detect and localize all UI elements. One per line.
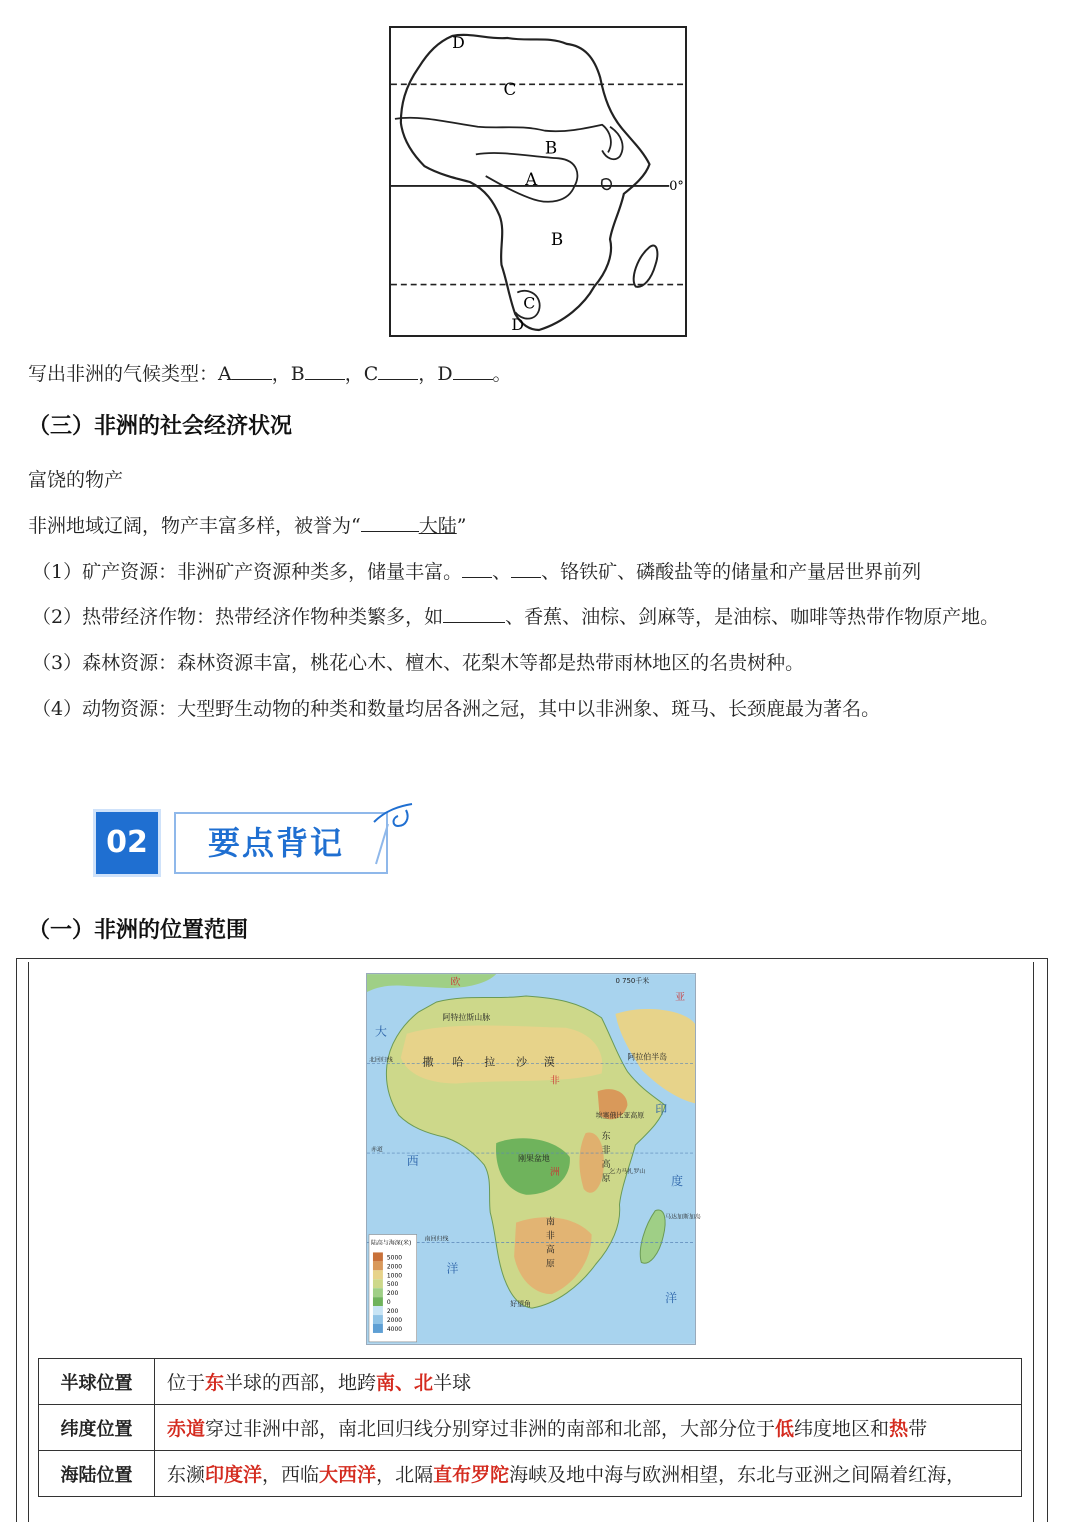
option-a: A (218, 363, 232, 385)
label-south-plateau-2: 非 (545, 1231, 555, 1242)
highlighted-term: 南、北 (376, 1372, 434, 1394)
item-title: 森林资源： (82, 652, 178, 674)
fact-key: 海陆位置 (39, 1451, 155, 1497)
section-1-heading: （一）非洲的位置范围 (28, 918, 249, 943)
label-kilimanjaro: 乞力马扎罗山 (609, 1167, 646, 1175)
legend-value: 0 (386, 1299, 391, 1307)
separator: ， (344, 363, 364, 385)
highlighted-term: 热 (889, 1418, 909, 1440)
label-sahara-5: 漠 (543, 1055, 555, 1069)
legend-title: 陆高与海深(米) (370, 1239, 412, 1247)
label-south-plateau-3: 高 (545, 1245, 555, 1256)
lake-victoria (602, 179, 612, 190)
highlighted-term: 赤道 (167, 1418, 206, 1440)
label-europe: 欧 (450, 977, 461, 989)
section-3-intro (28, 514, 466, 538)
resource-item-crops (32, 605, 999, 629)
label-east-plateau-3: 高 (601, 1159, 611, 1170)
fact-text: 半球 (433, 1372, 472, 1394)
fact-value (155, 1405, 1022, 1451)
resource-item-animals (32, 697, 880, 721)
question-end: 。 (492, 363, 512, 385)
label-arabia: 阿拉伯半岛 (627, 1052, 668, 1062)
fact-text: 穿过非洲中部，南北回归线分别穿过非洲的南部和北部，大部分位于 (205, 1418, 776, 1440)
label-congo: 刚果盆地 (518, 1153, 550, 1163)
intro-text: 非洲地域辽阔，物产丰富多样，被誉为“ (28, 515, 361, 537)
label-ethiopia: 埃塞俄比亚高原 (595, 1111, 645, 1120)
section-3-subtitle: 富饶的物产 (28, 469, 124, 491)
label-asia: 亚 (675, 991, 686, 1003)
africa-climate-map (389, 26, 687, 337)
physical-map-svg (367, 974, 701, 1344)
blank-mineral-2[interactable] (511, 560, 541, 578)
fact-value (155, 1451, 1022, 1497)
resource-item-forest (32, 651, 804, 675)
separator: ， (418, 363, 438, 385)
item-title: 动物资源： (82, 698, 178, 720)
blank-b[interactable] (305, 362, 345, 380)
blank-continent[interactable] (361, 514, 419, 532)
highlighted-term: 直布罗陀 (433, 1464, 510, 1486)
item-text: 、 (492, 561, 512, 583)
fact-text: ，西临 (262, 1464, 320, 1486)
zone-label-c-north: C (503, 79, 517, 100)
label-ocean-w-1: 大 (374, 1024, 387, 1039)
africa-physical-map (366, 973, 701, 1345)
legend-value: 1000 (386, 1272, 403, 1280)
item-number: （2） (32, 606, 83, 628)
section-3-heading: （三）非洲的社会经济状况 (28, 414, 293, 439)
item-title: 矿产资源： (82, 561, 178, 583)
fact-text: 带 (908, 1418, 928, 1440)
badge-label: 要点背记 (174, 812, 388, 874)
option-d: D (437, 363, 453, 385)
highlighted-term: 大西洋 (319, 1464, 377, 1486)
legend-value: 200 (386, 1308, 399, 1316)
label-sahara-4: 沙 (516, 1055, 528, 1069)
legend-value: 4000 (386, 1325, 403, 1333)
zone-label-a: A (525, 168, 538, 189)
label-ocean-e-1: 印 (655, 1102, 668, 1117)
item-number: （4） (32, 698, 83, 720)
option-b: B (290, 363, 305, 385)
label-east-plateau-2: 非 (601, 1146, 611, 1157)
label-sahara-1: 撒 (422, 1055, 434, 1069)
africa-outline-svg (391, 28, 685, 335)
fact-text: 位于 (167, 1372, 206, 1394)
rainforest-boundary (395, 118, 611, 153)
label-sahara-3: 拉 (484, 1055, 496, 1069)
legend-value: 500 (386, 1281, 399, 1289)
item-text: 森林资源丰富，桃花心木、檀木、花梨木等都是热带雨林地区的名贵树种。 (177, 652, 805, 674)
map-scale: 0 750千米 (615, 977, 650, 986)
highlighted-term: 东 (205, 1372, 225, 1394)
legend-value: 2000 (386, 1317, 403, 1325)
label-south-plateau-1: 南 (545, 1217, 555, 1228)
blank-c[interactable] (378, 362, 418, 380)
fact-text: ，北隔 (376, 1464, 434, 1486)
zone-label-b-north: B (544, 137, 558, 158)
item-text: 热带经济作物种类繁多，如 (215, 606, 444, 628)
label-africa-1: 非 (549, 1075, 560, 1087)
label-ocean-e-3: 洋 (665, 1291, 678, 1306)
resource-item-minerals (32, 560, 921, 584)
separator: ， (271, 363, 291, 385)
label-south-tropic: 南回归线 (424, 1235, 449, 1243)
badge-number: 02 (96, 812, 158, 874)
label-ocean-e-2: 度 (671, 1173, 684, 1188)
zone-label-b-south: B (550, 229, 564, 250)
legend-value: 200 (386, 1290, 399, 1298)
label-east-plateau-1: 东 (601, 1132, 611, 1143)
blank-d[interactable] (453, 362, 493, 380)
option-c: C (363, 363, 379, 385)
item-number: （1） (32, 561, 83, 583)
blank-mineral-1[interactable] (462, 560, 492, 578)
label-madagascar: 马达加斯加岛 (665, 1213, 701, 1221)
east-coast-detail (602, 127, 622, 159)
label-africa-2: 洲 (549, 1166, 560, 1178)
item-text: 非洲矿产资源种类多，储量丰富。 (177, 561, 463, 583)
blank-a[interactable] (232, 362, 272, 380)
item-number: （3） (32, 652, 83, 674)
fact-key: 纬度位置 (39, 1405, 155, 1451)
zone-label-d-north: D (452, 32, 465, 52)
question-prefix: 写出非洲的气候类型： (28, 363, 219, 385)
intro-close-quote: ” (456, 515, 467, 537)
label-ocean-w-2: 西 (406, 1153, 419, 1168)
label-cape: 好望角 (510, 1300, 531, 1309)
fact-value (155, 1359, 1022, 1405)
swirl-decoration-icon (366, 800, 426, 870)
fact-text: 纬度地区和 (794, 1418, 890, 1440)
fact-text: 海峡及地中海与欧洲相望，东北与亚洲之间隔着红海， (509, 1464, 966, 1486)
label-south-plateau-4: 原 (545, 1259, 555, 1270)
fact-key: 半球位置 (39, 1359, 155, 1405)
label-east-plateau-4: 原 (601, 1173, 611, 1184)
label-equator: 赤道 (370, 1146, 383, 1154)
item-title: 热带经济作物： (82, 606, 216, 628)
label-atlas: 阿特拉斯山脉 (442, 1012, 491, 1022)
madagascar (634, 246, 658, 287)
fact-text: 东濒 (167, 1464, 206, 1486)
label-north-tropic: 北回归线 (368, 1056, 393, 1064)
item-text: 、铬铁矿、磷酸盐等的储量和产量居世界前列 (541, 561, 922, 583)
highlighted-term: 印度洋 (205, 1464, 263, 1486)
zone-label-d-south: D (511, 314, 525, 334)
fact-text: 半球的西部，地跨 (224, 1372, 377, 1394)
sahara-desert (401, 1026, 603, 1087)
blank-crop[interactable] (443, 605, 505, 623)
legend-value: 2000 (386, 1263, 403, 1271)
intro-continent-word: 大陆 (418, 515, 457, 537)
table-row (39, 1405, 1022, 1451)
climate-question (28, 362, 512, 386)
equator-label: 0° (669, 178, 684, 194)
location-facts-table (38, 1358, 1022, 1497)
item-text: 大型野生动物的种类和数量均居各洲之冠，其中以非洲象、斑马、长颈鹿最为著名。 (177, 698, 881, 720)
table-row (39, 1359, 1022, 1405)
legend-value: 5000 (386, 1254, 403, 1262)
label-sahara-2: 哈 (452, 1055, 464, 1069)
elevation-legend (369, 1235, 417, 1342)
table-row (39, 1451, 1022, 1497)
highlighted-term: 低 (775, 1418, 795, 1440)
section-badge (96, 808, 416, 882)
zone-label-c-south: C (523, 293, 536, 313)
label-ocean-w-3: 洋 (446, 1261, 459, 1276)
item-text: 、香蕉、油棕、剑麻等，是油棕、咖啡等热带作物原产地。 (505, 606, 1000, 628)
